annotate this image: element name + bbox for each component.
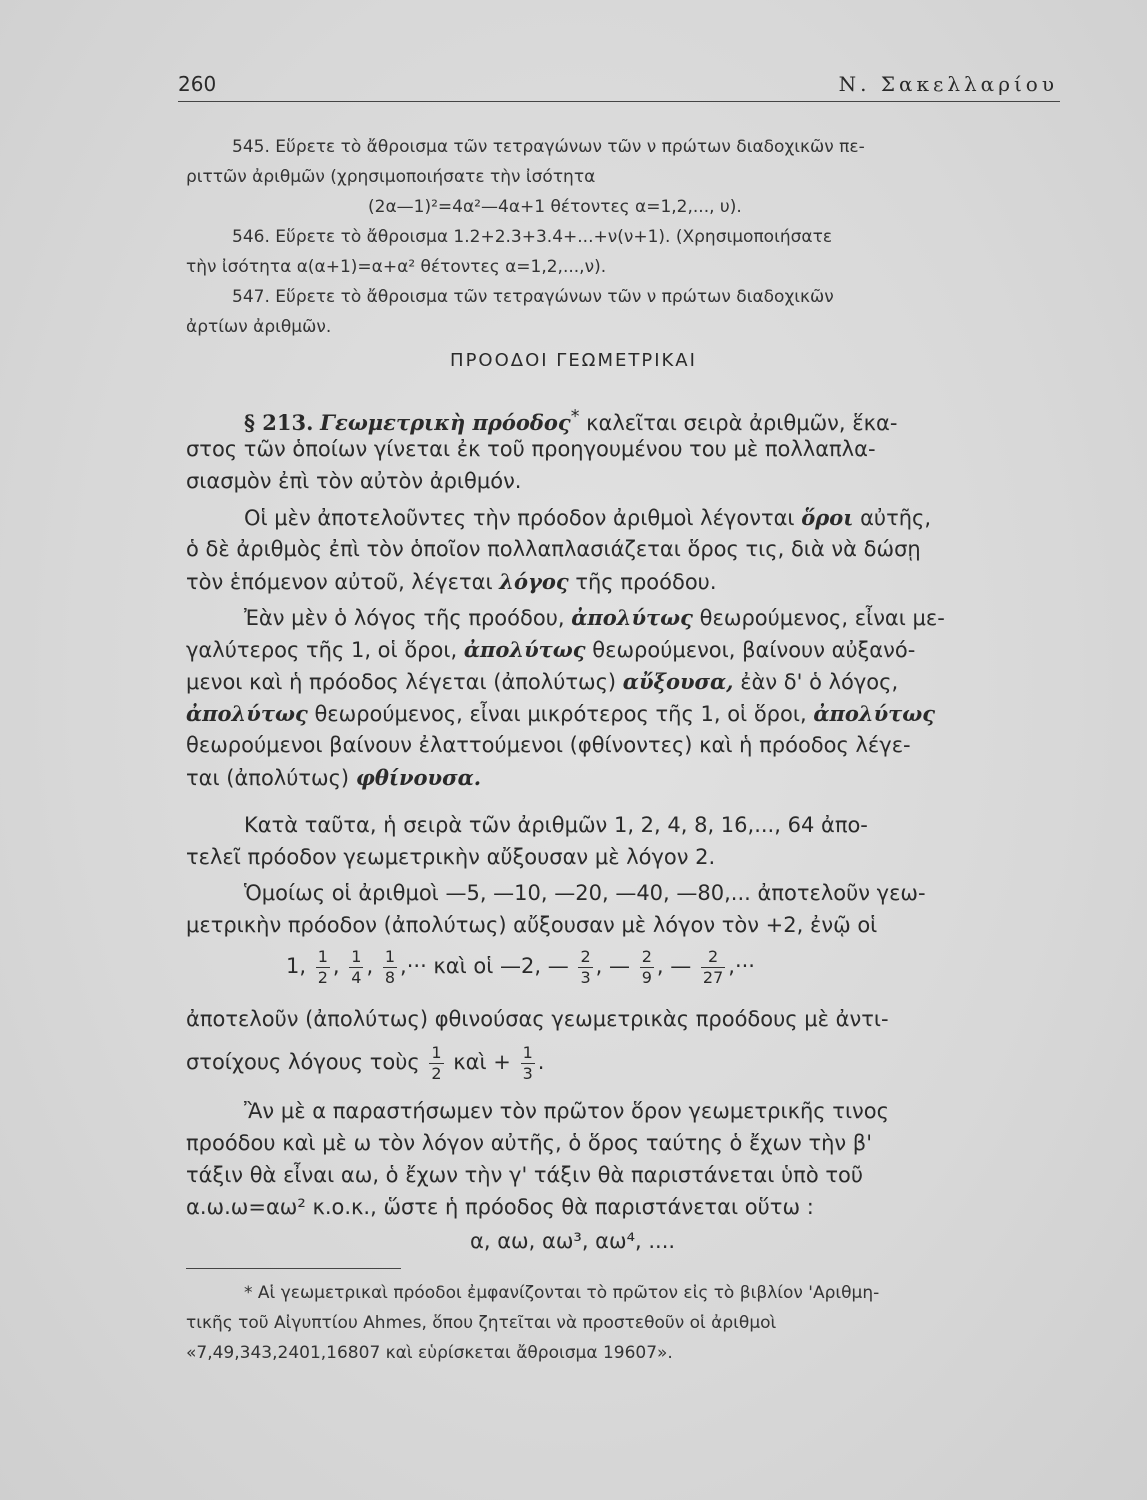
seq-tail: ,···	[728, 954, 755, 978]
term-auxousa: αὔξουσα,	[622, 669, 734, 694]
exercise-546-line2: τὴν ἰσότητα α(α+1)=α+α² θέτοντες α=1,2,...,ν).	[186, 257, 607, 277]
progression-formula: α, αω, αω³, αω⁴, ....	[470, 1229, 676, 1253]
author-name: Ν. Σακελλαρίου	[838, 72, 1058, 96]
numerator: 2	[701, 947, 725, 968]
seq-middle-text: ,··· καὶ οἱ —2, —	[400, 954, 569, 978]
term-oroi: ὅροι	[801, 505, 854, 530]
footnote-marker: *	[570, 407, 580, 427]
term-apolytos: ἀπολύτως	[813, 701, 936, 726]
para2-line2: ὁ δὲ ἀριθμὸς ἐπὶ τὸν ὁποῖον πολλαπλασιάζεται ὅρος τις, διὰ νὰ δώσῃ	[186, 537, 921, 561]
term-fthinousa: φθίνουσα.	[355, 765, 482, 790]
footnote-line2: τικῆς τοῦ Αἰγυπτίου Ahmes, ὅπου ζητεῖται νὰ προστεθοῦν οἱ ἀριθμοὶ	[186, 1313, 777, 1333]
numerator: 1	[522, 1042, 533, 1062]
para3-line6	[186, 762, 481, 795]
para3-text: ται (ἀπολύτως)	[186, 766, 350, 790]
para3-text: θεωρούμενοι, βαίνουν αὐξανό-	[592, 638, 916, 662]
exercise-547-line2: ἀρτίων ἀριθμῶν.	[186, 317, 332, 337]
para5-line1: Ὁμοίως οἱ ἀριθμοὶ —5, —10, —20, —40, —80,... ἀποτελοῦν γεω-	[244, 881, 926, 905]
para2-text: Οἱ μὲν ἀποτελοῦντες τὴν πρόοδον ἀριθμοὶ λέγονται	[244, 506, 795, 530]
denominator: 2	[431, 1063, 442, 1083]
exercise-545-line2: ριττῶν ἀριθμῶν (χρησιμοποιήσατε τὴν ἰσότητα	[186, 167, 596, 187]
para3-line5: θεωρούμενοι βαίνουν ἐλαττούμενοι (φθίνοντες) καὶ ἡ πρόοδος λέγε-	[186, 733, 911, 757]
para2-text: τὸν ἑπόμενον αὐτοῦ, λέγεται	[186, 570, 493, 594]
fraction-sequence-line	[286, 944, 755, 988]
footnote-line3: «7,49,343,2401,16807 καὶ εὑρίσκεται ἄθροισμα 19607».	[186, 1343, 673, 1363]
seq-one: 1,	[286, 954, 307, 978]
para4-line2: τελεῖ πρόοδον γεωμετρικὴν αὔξουσαν μὲ λόγον 2.	[186, 845, 716, 869]
section-213-line2: στος τῶν ὁποίων γίνεται ἐκ τοῦ προηγουμένου του μὲ πολλαπλα-	[186, 437, 876, 461]
term-apolytos: ἀπολύτως	[463, 637, 586, 662]
numerator: 1	[351, 946, 362, 966]
numerator: 1	[384, 946, 396, 966]
footnote-line1: * Αἱ γεωμετρικαὶ πρόοδοι ἐμφανίζονται τὸ πρῶτον εἰς τὸ βιβλίον 'Αριθμη-	[244, 1283, 880, 1303]
para2-text: αὐτῆς,	[860, 506, 932, 530]
denominator: 3	[522, 1063, 533, 1083]
footnote-rule	[186, 1268, 401, 1269]
para3-text: μενοι καὶ ἡ πρόοδος λέγεται (ἀπολύτως)	[186, 670, 617, 694]
para3-text: θεωρούμενος, εἶναι μικρότερος τῆς 1, οἱ ὅροι,	[314, 702, 807, 726]
para3-line3	[186, 666, 898, 699]
exercise-545-formula: (2α—1)²=4α²—4α+1 θέτοντες α=1,2,..., υ).	[368, 197, 742, 217]
term-apolytos: ἀπολύτως	[571, 605, 693, 630]
exercise-547-line1: 547. Εὕρετε τὸ ἄθροισμα τῶν τετραγώνων τῶν ν πρώτων διαδοχικῶν	[232, 287, 834, 307]
para2-line1	[244, 502, 931, 535]
para3-text: γαλύτερος τῆς 1, οἱ ὅροι,	[186, 638, 458, 662]
running-header	[178, 72, 1058, 104]
para3-text: Ἐὰν μὲν ὁ λόγος τῆς προόδου,	[244, 606, 565, 630]
section-number: § 213.	[244, 410, 314, 435]
para3-line1	[244, 602, 945, 635]
para6-text: στοίχους λόγους τοὺς	[186, 1050, 420, 1074]
term-apolytos: ἀπολύτως	[186, 701, 308, 726]
separator: , —	[656, 954, 692, 978]
numerator: 1	[317, 946, 328, 966]
page-number: 260	[178, 72, 217, 96]
para3-text: θεωρούμενος, εἶναι με-	[699, 606, 945, 630]
para2-line3	[186, 566, 717, 599]
denominator: 2	[317, 967, 328, 987]
defined-term: Γεωμετρικὴ πρόοδος	[320, 410, 571, 435]
para6-text: καὶ +	[453, 1050, 511, 1074]
numerator: 2	[580, 946, 591, 966]
fraction	[640, 947, 654, 988]
fraction	[429, 1043, 443, 1084]
para5-line2: μετρικὴν πρόοδον (ἀπολύτως) αὔξουσαν μὲ λόγον τὸν +2, ἐνῷ οἱ	[186, 913, 878, 937]
separator: ,	[366, 954, 374, 978]
fraction	[316, 947, 330, 988]
fraction	[578, 947, 592, 988]
fraction	[701, 947, 725, 988]
denominator: 4	[351, 967, 362, 987]
section-213-line1-rest: καλεῖται σειρὰ ἀριθμῶν, ἕκα-	[586, 411, 898, 435]
para7-line2: προόδου καὶ μὲ ω τὸν λόγον αὐτῆς, ὁ ὅρος ταύτης ὁ ἔχων τὴν β'	[186, 1131, 872, 1155]
term-logos: λόγος	[499, 569, 569, 594]
para6-line2	[186, 1040, 544, 1084]
para7-line1: Ἂν μὲ α παραστήσωμεν τὸν πρῶτον ὅρον γεωμετρικῆς τινος	[244, 1099, 889, 1123]
separator: ,	[332, 954, 340, 978]
para2-text: τῆς προόδου.	[575, 570, 717, 594]
separator: , —	[595, 954, 630, 978]
fraction	[521, 1043, 535, 1084]
para3-text: ἐὰν δ' ὁ λόγος,	[740, 670, 899, 694]
denominator: 3	[580, 967, 591, 987]
section-213-line3: σιασμὸν ἐπὶ τὸν αὐτὸν ἀριθμόν.	[186, 469, 522, 493]
section-heading: ΠΡΟΟΔΟΙ ΓΕΩΜΕΤΡΙΚΑΙ	[450, 350, 697, 371]
para4-line1: Κατὰ ταῦτα, ἡ σειρὰ τῶν ἀριθμῶν 1, 2, 4, 8, 16,..., 64 ἀπο-	[244, 813, 868, 837]
para7-line4: α.ω.ω=αω² κ.ο.κ., ὥστε ἡ πρόοδος θὰ παριστάνεται οὕτω :	[186, 1195, 814, 1219]
denominator: 9	[641, 967, 652, 987]
para3-line2	[186, 634, 915, 667]
exercise-546-line1: 546. Εὕρετε τὸ ἄθροισμα 1.2+2.3+3.4+...+ν(ν+1). (Χρησιμοποιήσατε	[232, 227, 833, 247]
denominator: 27	[702, 967, 724, 987]
para3-line4	[186, 698, 935, 731]
para7-line3: τάξιν θὰ εἶναι αω, ὁ ἔχων τὴν γ' τάξιν θὰ παριστάνεται ὑπὸ τοῦ	[186, 1163, 863, 1187]
para6-line1: ἀποτελοῦν (ἀπολύτως) φθινούσας γεωμετρικὰς προόδους μὲ ἀντι-	[186, 1007, 889, 1031]
fraction	[383, 947, 397, 988]
denominator: 8	[384, 967, 396, 987]
fraction	[349, 947, 363, 988]
numerator: 2	[641, 946, 652, 966]
exercise-545-line1: 545. Εὕρετε τὸ ἄθροισμα τῶν τετραγώνων τῶν ν πρώτων διαδοχικῶν πε-	[232, 137, 865, 157]
header-rule	[178, 101, 1060, 102]
numerator: 1	[431, 1042, 442, 1062]
period: .	[537, 1050, 545, 1074]
